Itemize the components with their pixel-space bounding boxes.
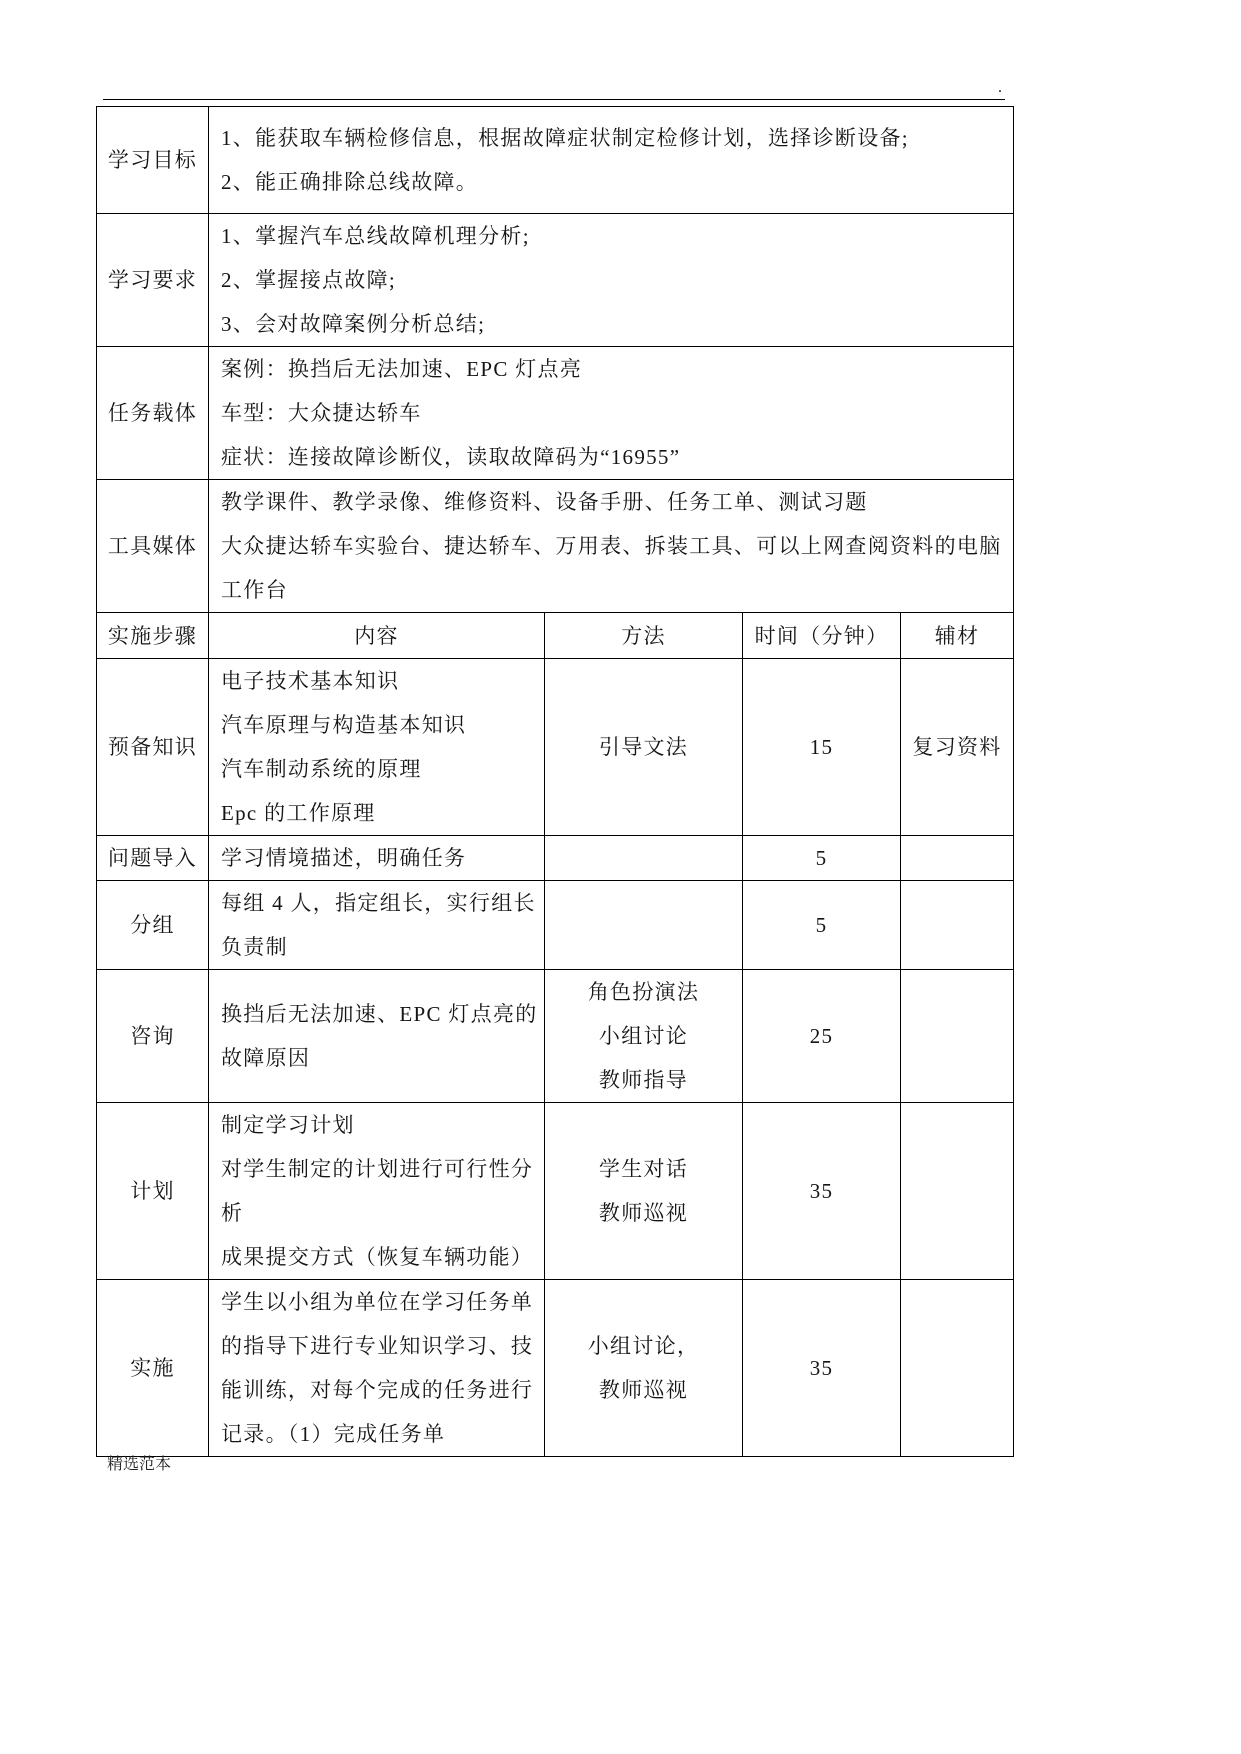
steps-header-row (97, 613, 1014, 659)
content-line: 记录。（1）完成任务单 (221, 1422, 446, 1446)
content-line: 3、会对故障案例分析总结; (221, 312, 486, 336)
header-mark: . (998, 79, 1002, 96)
materials-cell (901, 881, 1014, 970)
content-cell (209, 881, 545, 970)
time-cell: 5 (743, 881, 901, 970)
method-cell (545, 881, 743, 970)
materials-cell (901, 970, 1014, 1103)
content-line: 1、掌握汽车总线故障机理分析; (221, 224, 530, 248)
method-line: 教师指导 (598, 1068, 689, 1092)
step-row-preparation (97, 659, 1014, 836)
method-line: 学生对话 (598, 1157, 689, 1181)
content-line: 工作台 (221, 578, 288, 602)
content-line: 制定学习计划 (221, 1113, 355, 1137)
time-cell: 5 (743, 836, 901, 881)
content-line: 负责制 (221, 935, 288, 959)
method-line: 小组讨论， (587, 1334, 700, 1358)
step-label: 实施 (97, 1280, 209, 1457)
column-header-materials: 辅材 (901, 613, 1014, 659)
step-label: 计划 (97, 1103, 209, 1280)
content-cell (209, 970, 545, 1103)
content-cell (209, 836, 545, 881)
content-line: Epc 的工作原理 (221, 801, 376, 825)
step-label: 问题导入 (97, 836, 209, 881)
page-footer: 精选范本 (107, 1456, 172, 1473)
content-line: 大众捷达轿车实验台、捷达轿车、万用表、拆装工具、可以上网查阅资料的电脑 (221, 534, 1002, 558)
content-line: 成果提交方式（恢复车辆功能） (221, 1245, 534, 1269)
materials-cell: 复习资料 (901, 659, 1014, 836)
content-line: 能训练，对每个完成的任务进行 (221, 1378, 534, 1402)
time-cell: 25 (743, 970, 901, 1103)
content-line: 析 (221, 1201, 244, 1225)
method-cell (545, 1103, 743, 1280)
time-cell: 35 (743, 1103, 901, 1280)
content-line: 换挡后无法加速、EPC 灯点亮的 (221, 1002, 538, 1026)
row-content (209, 480, 1014, 613)
materials-cell (901, 836, 1014, 881)
materials-cell (901, 1280, 1014, 1457)
content-line: 2、能正确排除总线故障。 (221, 170, 479, 194)
row-label: 学习目标 (97, 107, 209, 214)
step-row-implementation (97, 1280, 1014, 1457)
step-row-consultation (97, 970, 1014, 1103)
method-cell (545, 836, 743, 881)
content-line: 电子技术基本知识 (221, 669, 400, 693)
method-cell (545, 1280, 743, 1457)
row-label: 工具媒体 (97, 480, 209, 613)
method-cell (545, 970, 743, 1103)
method-line: 教师巡视 (598, 1201, 689, 1225)
method-cell (545, 659, 743, 836)
content-line: 汽车原理与构造基本知识 (221, 713, 467, 737)
method-line: 教师巡视 (598, 1378, 689, 1402)
step-label: 预备知识 (97, 659, 209, 836)
row-content (209, 107, 1014, 214)
row-label: 学习要求 (97, 214, 209, 347)
method-line: 引导文法 (598, 735, 689, 759)
step-label: 咨询 (97, 970, 209, 1103)
row-content (209, 347, 1014, 480)
content-line: 学习情境描述，明确任务 (221, 846, 467, 870)
content-line: 故障原因 (221, 1046, 311, 1070)
info-row-tools-media (97, 480, 1014, 613)
column-header-step: 实施步骤 (97, 613, 209, 659)
content-line: 症状：连接故障诊断仪，读取故障码为“16955” (221, 445, 681, 469)
content-cell (209, 1280, 545, 1457)
method-line: 角色扮演法 (587, 980, 700, 1004)
method-line: 小组讨论 (598, 1024, 689, 1048)
lesson-plan-table (96, 106, 1014, 1457)
content-line: 汽车制动系统的原理 (221, 757, 422, 781)
column-header-time: 时间（分钟） (743, 613, 901, 659)
step-row-grouping (97, 881, 1014, 970)
content-line: 案例：换挡后无法加速、EPC 灯点亮 (221, 357, 583, 381)
content-line: 1、能获取车辆检修信息，根据故障症状制定检修计划，选择诊断设备; (221, 126, 909, 150)
content-cell (209, 1103, 545, 1280)
content-line: 教学课件、教学录像、维修资料、设备手册、任务工单、测试习题 (221, 490, 868, 514)
info-row-objectives (97, 107, 1014, 214)
content-line: 每组 4 人，指定组长，实行组长 (221, 891, 536, 915)
content-line: 学生以小组为单位在学习任务单 (221, 1290, 534, 1314)
info-row-requirements (97, 214, 1014, 347)
column-header-content: 内容 (209, 613, 545, 659)
time-cell: 35 (743, 1280, 901, 1457)
content-line: 对学生制定的计划进行可行性分 (221, 1157, 534, 1181)
step-row-introduction (97, 836, 1014, 881)
row-label: 任务载体 (97, 347, 209, 480)
step-row-planning (97, 1103, 1014, 1280)
content-line: 的指导下进行专业知识学习、技 (221, 1334, 534, 1358)
column-header-method: 方法 (545, 613, 743, 659)
info-row-task-carrier (97, 347, 1014, 480)
materials-cell (901, 1103, 1014, 1280)
content-cell (209, 659, 545, 836)
time-cell: 15 (743, 659, 901, 836)
header-rule (103, 99, 1005, 100)
step-label: 分组 (97, 881, 209, 970)
row-content (209, 214, 1014, 347)
content-line: 车型：大众捷达轿车 (221, 401, 422, 425)
content-line: 2、掌握接点故障; (221, 268, 397, 292)
